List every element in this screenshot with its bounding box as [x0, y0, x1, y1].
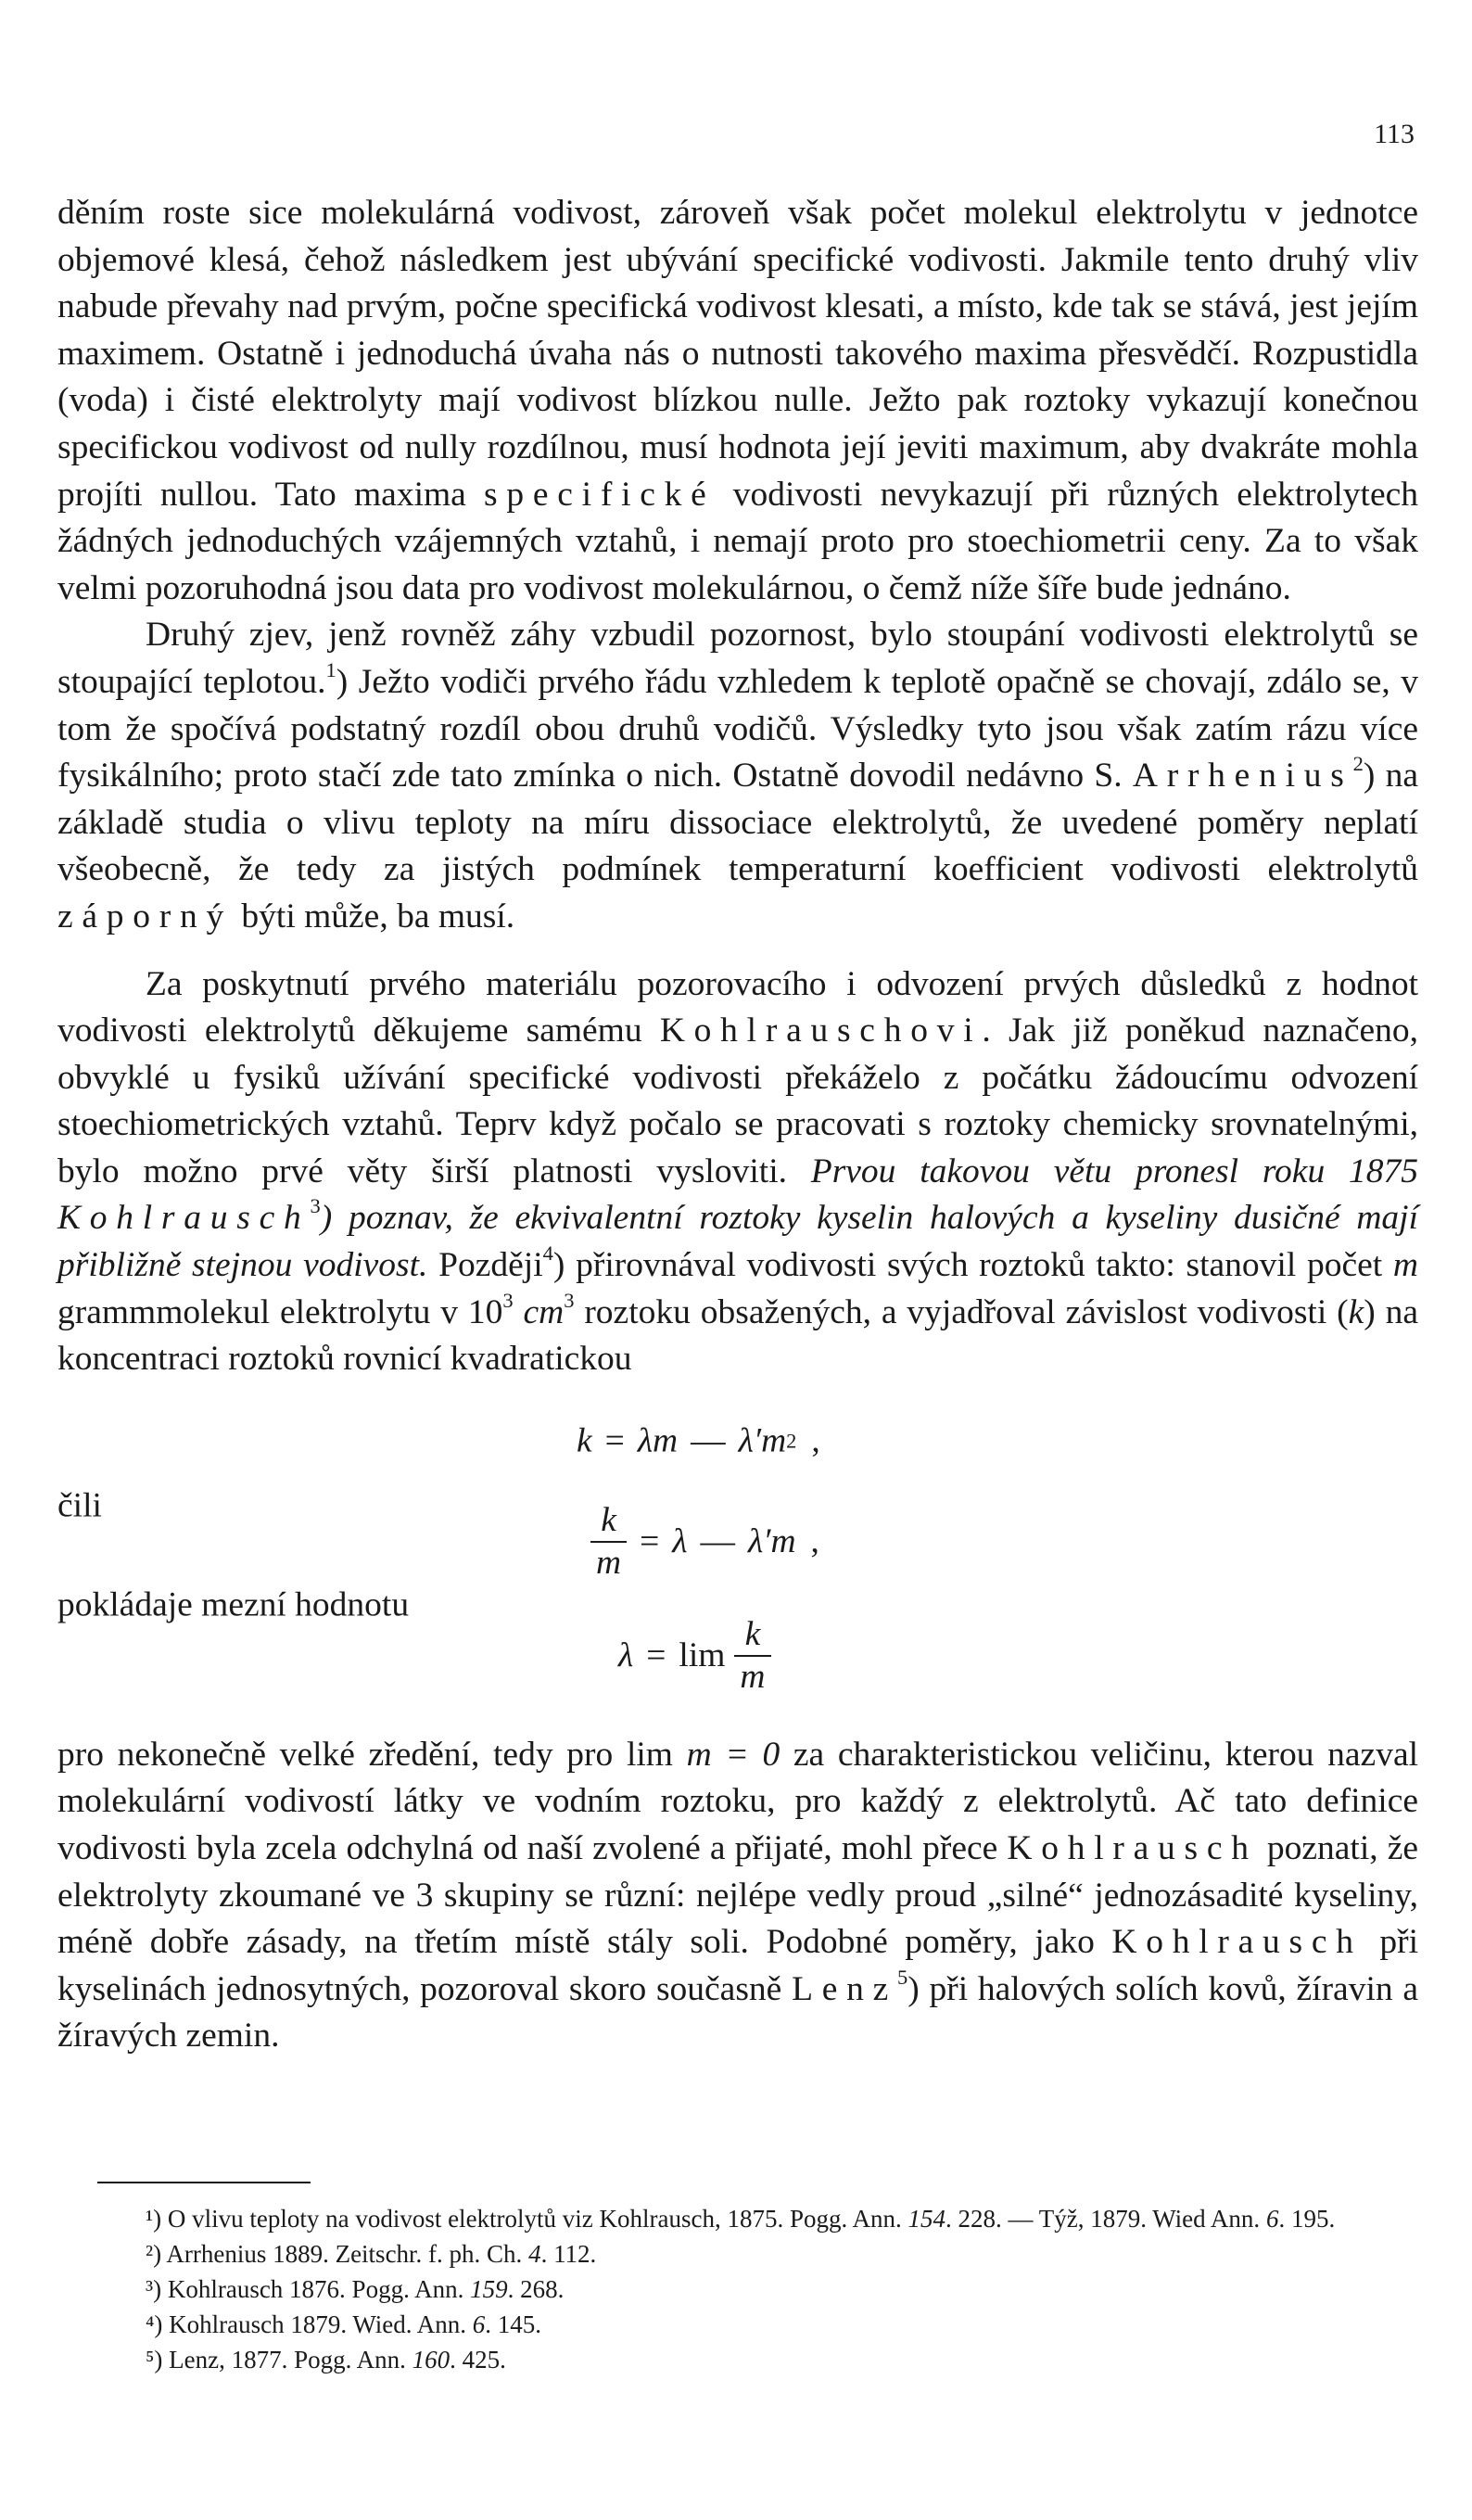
fraction-denominator: m	[734, 1655, 770, 1698]
text-run: O vlivu teploty na vodivost elektrolytů viz Kohlrausch, 1875. Pogg. Ann.	[161, 2205, 908, 2233]
footnote-ref: 4	[542, 1241, 553, 1266]
text-run: Kohlrausch 1876. Pogg. Ann.	[161, 2275, 471, 2303]
math-term: λm	[637, 1421, 679, 1460]
exponent: 3	[502, 1288, 514, 1312]
fraction-denominator: m	[590, 1541, 627, 1584]
spaced-word: specifické	[484, 475, 716, 514]
fraction-numerator: k	[744, 1614, 761, 1653]
paragraph-4	[57, 1732, 1418, 2060]
equation-3	[57, 1585, 1418, 1715]
exponent: 3	[564, 1288, 575, 1312]
operator: —	[700, 1521, 735, 1560]
footnote-ref: 2	[1352, 752, 1364, 776]
volume-number: 6	[472, 2310, 486, 2338]
text-run: za charakteristickou veličinu, kterou nazval molekulární vodivostí látky ve vodním roztoku, pro každý z elektrolytů. Ač tato definice vodivosti byla zcela odchylná od naší zvolené a přijaté, mohl přece	[57, 1735, 1419, 1868]
text-run: ) na koncentraci roztoků rovnicí kvadratickou	[57, 1292, 1418, 1379]
text-run: . Jak již poněkud naznačeno, obvyklé u fysiků užívání specifické vodivosti překáželo z počátku žádoucímu odvození stoechiometrických vztahů. Teprv když počalo se pracovati s roztoky chemicky srovnatelnými, bylo možno prvé věty širší platnosti vysloviti.	[57, 1012, 1418, 1190]
footnote-1	[57, 2201, 1418, 2236]
equation-2	[57, 1487, 1418, 1597]
footnote-3	[57, 2272, 1418, 2307]
punctuation: ,	[811, 1421, 820, 1460]
text-run: ) při halových solích kovů, žíravin a žíravých zemin.	[57, 1969, 1419, 2055]
text-run: býti může, ba musí.	[233, 897, 515, 935]
operator: —	[691, 1421, 726, 1460]
footnote-mark: ³)	[146, 2275, 162, 2303]
paragraph-1	[57, 190, 1418, 612]
paragraph-2	[57, 612, 1418, 940]
text-run: Později	[427, 1246, 543, 1285]
volume-number: 160	[412, 2346, 450, 2374]
footnote-ref: 5	[897, 1965, 908, 1989]
spaced-name: Arrhenius	[1132, 757, 1353, 795]
footnote-mark: ⁴)	[146, 2310, 163, 2338]
footnote-2	[57, 2236, 1418, 2272]
italic-run: ) poznav, že ekvivalentní roztoky kyselin halových a kyseliny dusičné mají přibližně stejnou vodivost.	[57, 1199, 1418, 1285]
fraction-numerator: k	[601, 1500, 616, 1539]
text-run: ) přirovnával vodivosti svých roztoků takto: stanovil počet	[552, 1246, 1393, 1285]
text-run: Lenz, 1877. Pogg. Ann.	[162, 2346, 412, 2374]
text-run: ) Ježto vodiči prvého řádu vzhledem k teplotě opačně se chovají, zdálo se, v tom že spočívá podstatný rozdíl obou druhů vodičů. Výsledky tyto jsou však zatím rázu více fysikálního; proto stačí zde tato zmínka o nich. Ostatně dovodil nedávno S.	[57, 662, 1418, 795]
text-run: Arrhenius 1889. Zeitschr. f. ph. Ch.	[161, 2240, 529, 2268]
text-run: . 195.	[1278, 2205, 1336, 2233]
text-run: roztoku obsažených, a vyjadřoval závislost vodivosti (	[574, 1292, 1349, 1331]
text-run: děním roste sice molekulárná vodivost, zároveň však počet molekul elektrolytu v jednotce objemové klesá, čehož následkem jest ubývání specifické vodivosti. Jakmile tento druhý vliv nabude převahy nad prvým, počne specifická vodivost klesati, a místo, kde tak se stává, jest jejím maximem. Ostatně i jednoduchá úvaha nás o nutnosti takového maxima přesvědčí. Rozpustidla (voda) i čisté elektrolyty mají vodivost blízkou nulle. Ježto pak roztoky vykazují konečnou specifickou vodivost od nully rozdílnou, musí hodnota její jeviti maximum, aby dvakráte mohla projíti nullou. Tato maxima	[57, 194, 1418, 514]
text-run: poznati, že elektrolyty zkoumané ve 3 skupiny se různí: nejlépe vedly proud „silné“ jednozásadité kyseliny, méně dobře zásady, na třetím místě stály soli. Podobné poměry, jako	[57, 1829, 1419, 1962]
equation-label: pokládaje mezní hodnotu	[57, 1585, 410, 1624]
punctuation: ,	[810, 1521, 819, 1560]
text-run: Za poskytnutí prvého materiálu pozorovacího i odvození prvých důsledků z hodnot vodivosti elektrolytů děkujeme samému	[57, 964, 1418, 1050]
limit-operator: lim	[679, 1635, 726, 1674]
text-run: . 228. — Týž, 1879. Wied Ann.	[945, 2205, 1266, 2233]
spaced-name: Kohlrausch	[1007, 1829, 1258, 1868]
spaced-name: Kohlrauschovi	[659, 1012, 983, 1050]
footnote-4	[57, 2307, 1418, 2342]
footnote-mark: ¹)	[146, 2205, 162, 2233]
math-var: λ	[618, 1635, 634, 1674]
italic-run: Prvou takovou větu pronesl roku 1875	[810, 1152, 1418, 1190]
volume-number: 6	[1265, 2205, 1279, 2233]
text-run: vodivosti nevykazují při různých elektrolytech žádných jednoduchých vzájemných vztahů, i nemají proto pro stoechiometrii ceny. Za to však velmi pozoruhodná jsou data pro vodivost molekulárnou, o čemž níže šíře bude jednáno.	[57, 475, 1418, 607]
equation-label: čili	[57, 1486, 102, 1525]
math-var: k	[1348, 1292, 1364, 1331]
equation-expression	[618, 1614, 771, 1698]
footnote-mark: ²)	[146, 2240, 162, 2268]
math-term: λ′m	[738, 1421, 787, 1460]
fraction	[734, 1614, 770, 1698]
operator: =	[640, 1521, 660, 1560]
math-var: k	[577, 1421, 592, 1460]
footnotes	[57, 2201, 1418, 2377]
text-run: . 112.	[540, 2240, 597, 2268]
operator: =	[604, 1421, 625, 1460]
spaced-name: Lenz	[792, 1969, 898, 2008]
footnote-mark: ⁵)	[146, 2346, 163, 2374]
text-run: při kyselinách jednosytných, pozoroval skoro současně	[57, 1923, 1418, 2008]
text-run: Druhý zjev, jenž rovněž záhy vzbudil pozornost, bylo stoupání vodivosti elektrolytů se stoupající teplotou.	[57, 616, 1418, 701]
math-term: λ′m	[748, 1521, 796, 1560]
unit: cm	[523, 1292, 565, 1331]
volume-number: 159	[470, 2275, 508, 2303]
footnote-5	[57, 2342, 1418, 2377]
text-run: . 425.	[450, 2346, 506, 2374]
equation-expression	[590, 1500, 819, 1584]
volume-number: 154	[907, 2205, 946, 2233]
math-term: m = 0	[686, 1735, 780, 1774]
footnote-ref: 3	[310, 1194, 321, 1218]
volume-number: 4	[528, 2240, 541, 2268]
text-run: . 268.	[507, 2275, 565, 2303]
text-run: grammmolekul elektrolytu v 10	[57, 1292, 503, 1331]
footnote-divider	[97, 2182, 311, 2183]
text-run: pro nekonečně velké zředění, tedy pro lim	[57, 1735, 687, 1774]
spaced-word: záporný	[57, 897, 234, 935]
footnote-ref: 1	[325, 658, 336, 682]
text-run: ) na základě studia o vlivu teploty na míru dissociace elektrolytů, že uvedené poměry neplatí všeobecně, že tedy za jistých podmínek temperaturní koefficient vodivosti elektrolytů	[57, 757, 1418, 889]
body-text	[57, 190, 1418, 2060]
operator: =	[646, 1635, 666, 1674]
math-var: λ	[672, 1521, 688, 1560]
equation-expression: k = λm — λ′m 2 ,	[577, 1419, 820, 1466]
spaced-name: Kohlrausch	[57, 1199, 311, 1238]
fraction	[590, 1500, 627, 1584]
text-run: . 145.	[485, 2310, 542, 2338]
math-var: m	[1392, 1246, 1418, 1285]
text-run: Kohlrausch 1879. Wied. Ann.	[162, 2310, 473, 2338]
paragraph-3	[57, 961, 1418, 1383]
spaced-name: Kohlrausch	[1111, 1923, 1363, 1962]
equation-1	[57, 1396, 1418, 1487]
page-number: 113	[1374, 119, 1415, 149]
